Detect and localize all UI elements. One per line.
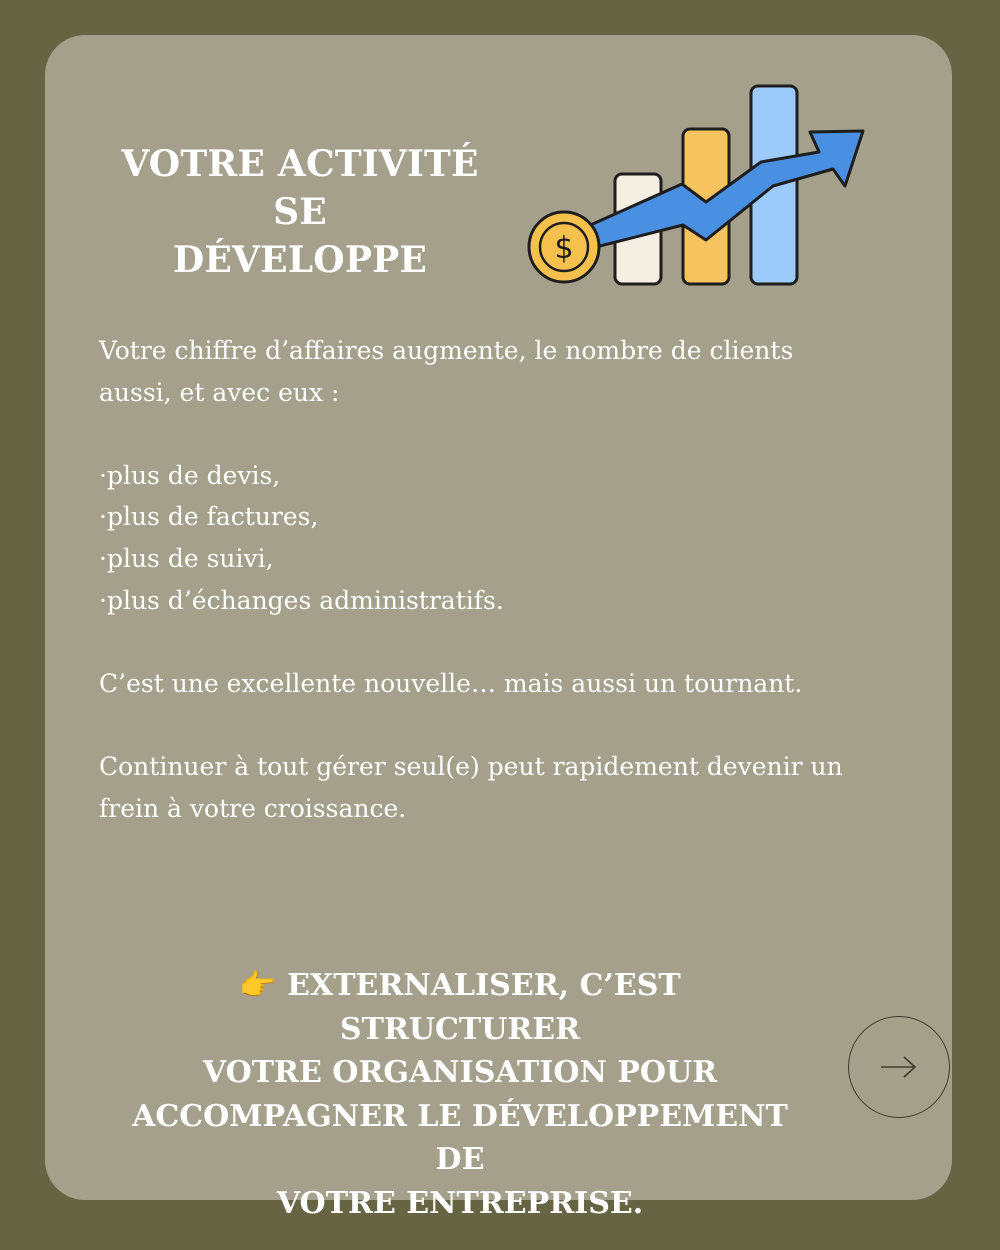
list-item: ·plus de devis, (99, 460, 281, 490)
growth-chart-icon (523, 80, 873, 295)
cta-line-2: VOTRE ORGANISATION POUR (202, 1055, 718, 1090)
call-to-action (120, 964, 800, 1225)
cta-line-4: VOTRE ENTREPRISE. (276, 1185, 644, 1221)
title-line-2: DÉVELOPPE (172, 239, 428, 281)
warning-line-2: frein à votre croissance. (99, 793, 407, 823)
page-title (100, 140, 500, 284)
news-line: C’est une excellente nouvelle… mais aussi un tournant. (99, 668, 803, 698)
title-line-1: VOTRE ACTIVITÉ SE (121, 143, 479, 233)
intro-line-2: aussi, et avec eux : (99, 377, 340, 407)
list-item: ·plus d’échanges administratifs. (99, 585, 504, 615)
warning-line-1: Continuer à tout gérer seul(e) peut rapidement devenir un (99, 751, 843, 781)
list-item: ·plus de suivi, (99, 543, 274, 573)
svg-text:$: $ (554, 231, 574, 266)
cta-line-1: EXTERNALISER, C’EST STRUCTURER (287, 968, 681, 1047)
pointing-hand-icon: 👉 (239, 968, 277, 1003)
arrow-right-icon (879, 1055, 919, 1079)
body-text (99, 330, 889, 829)
next-slide-button[interactable] (848, 1016, 950, 1118)
list-item: ·plus de factures, (99, 502, 319, 532)
cta-line-3: ACCOMPAGNER LE DÉVELOPPEMENT DE (132, 1098, 788, 1177)
intro-line-1: Votre chiffre d’affaires augmente, le nombre de clients (99, 336, 794, 365)
coin-icon (529, 212, 599, 282)
